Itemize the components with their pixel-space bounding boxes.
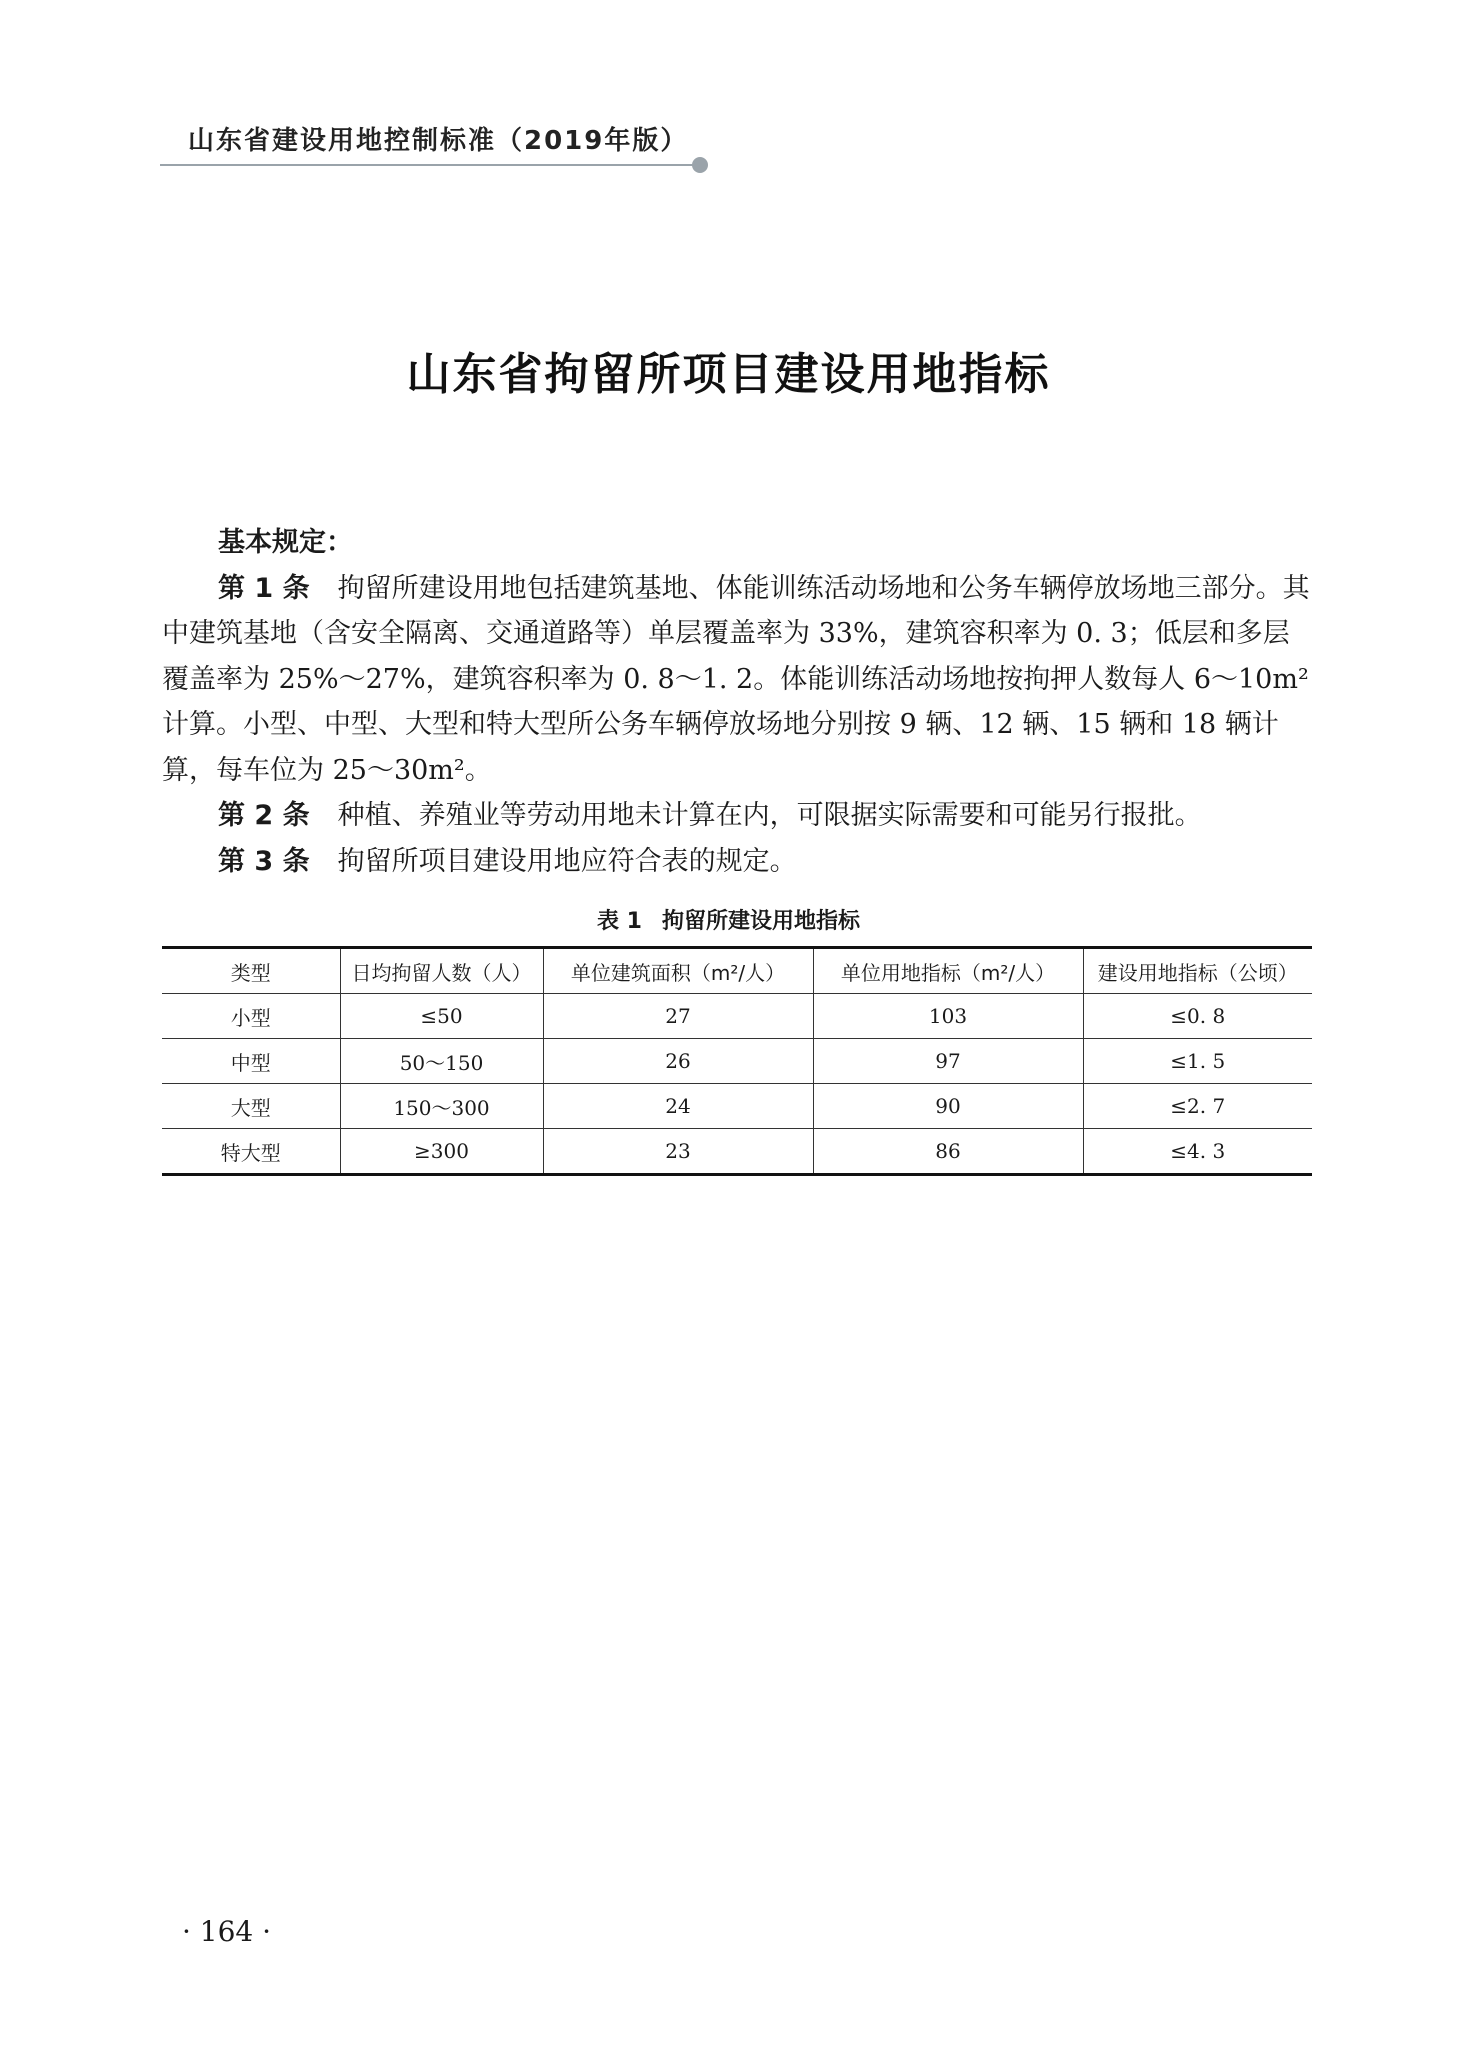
article-1-label: 第 1 条 bbox=[218, 572, 310, 604]
table-cell: ≤1. 5 bbox=[1083, 1039, 1312, 1084]
table-cell: 27 bbox=[543, 994, 813, 1039]
table-cell: 特大型 bbox=[162, 1129, 340, 1175]
table-caption-title: 拘留所建设用地指标 bbox=[661, 909, 860, 934]
running-header-text: 山东省建设用地控制标准（2019年版） bbox=[188, 126, 689, 156]
table-cell: 97 bbox=[813, 1039, 1083, 1084]
table-caption-number: 表 1 bbox=[597, 909, 642, 934]
running-header-rule bbox=[160, 164, 700, 166]
table-header-cell: 日均拘留人数（人） bbox=[340, 948, 543, 994]
table-cell: 103 bbox=[813, 994, 1083, 1039]
table-header-cell: 单位建筑面积（m²/人） bbox=[543, 948, 813, 994]
table-cell: 小型 bbox=[162, 994, 340, 1039]
table-cell: 中型 bbox=[162, 1039, 340, 1084]
body-text bbox=[162, 520, 1312, 884]
table-cell: 86 bbox=[813, 1129, 1083, 1175]
article-2-label: 第 2 条 bbox=[218, 800, 310, 831]
page-title: 山东省拘留所项目建设用地指标 bbox=[406, 349, 1051, 400]
table-cell: 26 bbox=[543, 1039, 813, 1084]
running-header-dot bbox=[692, 157, 708, 173]
table-cell: ≤4. 3 bbox=[1083, 1129, 1312, 1175]
table-cell: 90 bbox=[813, 1084, 1083, 1129]
table-header-cell: 建设用地指标（公顷） bbox=[1083, 948, 1312, 994]
table-cell: ≤2. 7 bbox=[1083, 1084, 1312, 1129]
article-2-text: 种植、养殖业等劳动用地未计算在内，可限据实际需要和可能另行报批。 bbox=[337, 800, 1202, 831]
table-caption bbox=[0, 904, 1457, 935]
table-row bbox=[162, 1084, 1312, 1129]
table-row bbox=[162, 1039, 1312, 1084]
table-header-row bbox=[162, 948, 1312, 994]
table-cell: ≥300 bbox=[340, 1129, 543, 1175]
table-header-cell: 单位用地指标（m²/人） bbox=[813, 948, 1083, 994]
article-2 bbox=[162, 793, 1312, 839]
table-header-cell: 类型 bbox=[162, 948, 340, 994]
table-cell: 150～300 bbox=[340, 1084, 543, 1129]
table-row bbox=[162, 1129, 1312, 1175]
article-3-label: 第 3 条 bbox=[218, 845, 310, 877]
table-cell: ≤50 bbox=[340, 994, 543, 1039]
table-cell: 24 bbox=[543, 1084, 813, 1129]
article-1 bbox=[162, 566, 1312, 794]
table-cell: 大型 bbox=[162, 1084, 340, 1129]
article-1-text: 拘留所建设用地包括建筑基地、体能训练活动场地和公务车辆停放场地三部分。其中建筑基地（含安全隔离、交通道路等）单层覆盖率为 33%，建筑容积率为 0. 3；低层和多层覆盖率为 25%～27%，建筑容积率为 0. 8～1. 2。体能训练活动场地按拘押人数每人 6～10m² 计算。小型、中型、大型和特大型所公务车辆停放场地分别按 9 辆、12 辆、15 辆和 18 辆计算，每车位为 25～30m²。 bbox=[162, 572, 1310, 786]
article-3 bbox=[162, 839, 1312, 885]
table-cell: 50～150 bbox=[340, 1039, 543, 1084]
table-cell: ≤0. 8 bbox=[1083, 994, 1312, 1039]
basic-provisions-heading: 基本规定： bbox=[218, 527, 353, 558]
article-3-text: 拘留所项目建设用地应符合表的规定。 bbox=[337, 845, 797, 877]
table-row bbox=[162, 994, 1312, 1039]
table-cell: 23 bbox=[543, 1129, 813, 1175]
page-number: · 164 · bbox=[182, 1915, 272, 1948]
running-header bbox=[160, 120, 720, 172]
land-index-table bbox=[162, 946, 1312, 1176]
